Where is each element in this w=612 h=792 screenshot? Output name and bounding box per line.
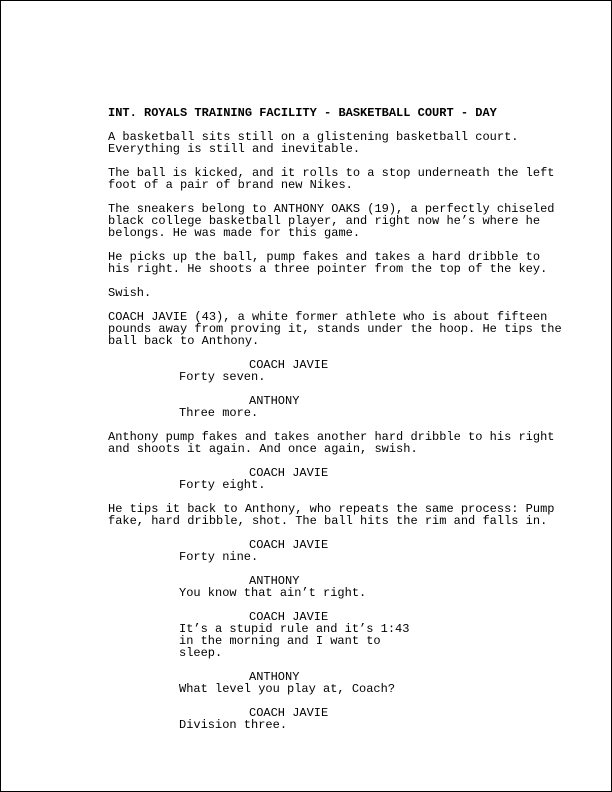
action-paragraph: The sneakers belong to ANTHONY OAKS (19), a perfectly chiseled black college basketball player, and right now he’s where he belongs. He was made for this game. [108, 202, 555, 240]
dialogue-line: You know that ain’t right. [179, 586, 367, 600]
character-cue: ANTHONY [249, 670, 300, 684]
action-paragraph: Swish. [108, 286, 152, 300]
character-cue: COACH JAVIE [249, 610, 329, 624]
dialogue-line: Three more. [179, 406, 259, 420]
dialogue-line: Division three. [179, 718, 288, 732]
dialogue-line: What level you play at, Coach? [179, 682, 396, 696]
dialogue-line: Forty eight. [179, 478, 266, 492]
action-paragraph: He picks up the ball, pump fakes and takes a hard dribble to his right. He shoots a three pointer from the top of the key. [108, 250, 548, 276]
action-paragraph: COACH JAVIE (43), a white former athlete who is about fifteen pounds away from proving it, stands under the hoop. He tips the ball back to Anthony. [108, 310, 562, 348]
character-cue: ANTHONY [249, 394, 300, 408]
action-paragraph: The ball is kicked, and it rolls to a stop underneath the left foot of a pair of brand new Nikes. [108, 166, 555, 192]
scene-heading: INT. ROYALS TRAINING FACILITY - BASKETBALL COURT - DAY [108, 106, 497, 120]
character-cue: COACH JAVIE [249, 358, 329, 372]
action-paragraph: He tips it back to Anthony, who repeats the same process: Pump fake, hard dribble, shot. The ball hits the rim and falls in. [108, 502, 555, 528]
character-cue: COACH JAVIE [249, 538, 329, 552]
dialogue-line: Forty seven. [179, 370, 266, 384]
action-paragraph: Anthony pump fakes and takes another hard dribble to his right and shoots it again. And once again, swish. [108, 430, 555, 456]
character-cue: COACH JAVIE [249, 706, 329, 720]
action-paragraph: A basketball sits still on a glistening basketball court. Everything is still and inevitable. [108, 130, 519, 156]
dialogue-line: Forty nine. [179, 550, 259, 564]
character-cue: ANTHONY [249, 574, 300, 588]
dialogue-line: It’s a stupid rule and it’s 1:43 in the morning and I want to sleep. [179, 622, 410, 660]
character-cue: COACH JAVIE [249, 466, 329, 480]
